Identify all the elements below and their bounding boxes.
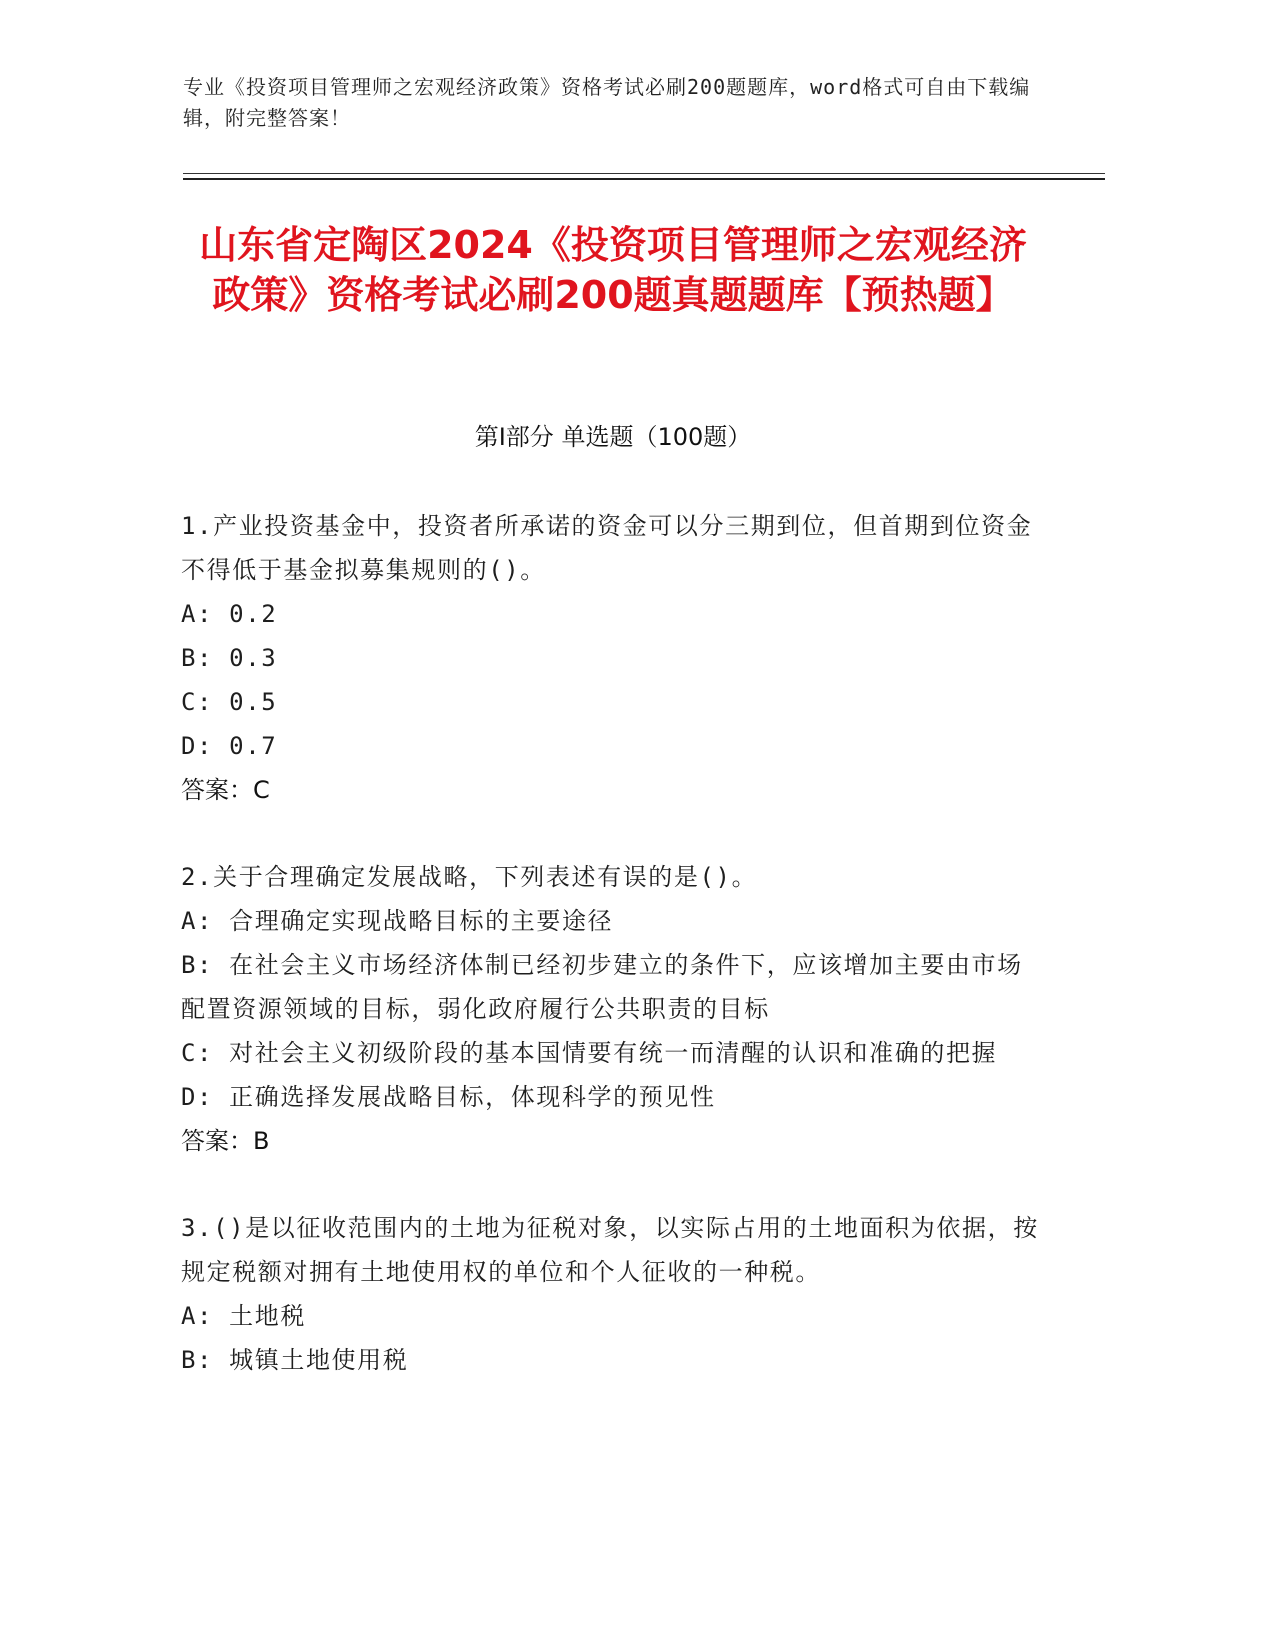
header-note: 专业《投资项目管理师之宏观经济政策》资格考试必刷200题题库，word格式可自由下载编辑，附完整答案！ <box>183 75 1031 130</box>
section-heading: 第I部分 单选题（100题） <box>474 423 752 451</box>
option-a: A: 0.2 <box>181 600 278 628</box>
option-a: A: 土地税 <box>181 1302 306 1330</box>
question-list <box>181 504 1041 1425</box>
option-d: D: 0.7 <box>181 732 278 760</box>
option-c: C: 对社会主义初级阶段的基本国情要有统一而清醒的认识和准确的把握 <box>181 1039 998 1067</box>
question-1 <box>181 504 1041 812</box>
answer: 答案：C <box>181 776 270 804</box>
option-b: B: 0.3 <box>181 644 278 672</box>
question-3 <box>181 1206 1041 1382</box>
header-divider-thin <box>183 173 1105 174</box>
option-c: C: 0.5 <box>181 688 278 716</box>
answer: 答案：B <box>181 1127 270 1155</box>
option-b: B: 在社会主义市场经济体制已经初步建立的条件下，应该增加主要由市场配置资源领域的目标，弱化政府履行公共职责的目标 <box>181 951 1023 1023</box>
question-2 <box>181 855 1041 1163</box>
question-stem: 3.()是以征收范围内的土地为征税对象，以实际占用的土地面积为依据，按规定税额对拥有土地使用权的单位和个人征收的一种税。 <box>181 1214 1039 1286</box>
option-a: A: 合理确定实现战略目标的主要途径 <box>181 907 614 935</box>
document-title: 山东省定陶区2024《投资项目管理师之宏观经济政策》资格考试必刷200题真题题库【预热题】 <box>199 223 1027 317</box>
option-b: B: 城镇土地使用税 <box>181 1346 409 1374</box>
option-d: D: 正确选择发展战略目标，体现科学的预见性 <box>181 1083 716 1111</box>
header-divider-thick <box>183 178 1105 180</box>
question-stem: 2.关于合理确定发展战略，下列表述有误的是()。 <box>181 863 758 891</box>
question-stem: 1.产业投资基金中，投资者所承诺的资金可以分三期到位，但首期到位资金不得低于基金拟募集规则的()。 <box>181 512 1033 584</box>
